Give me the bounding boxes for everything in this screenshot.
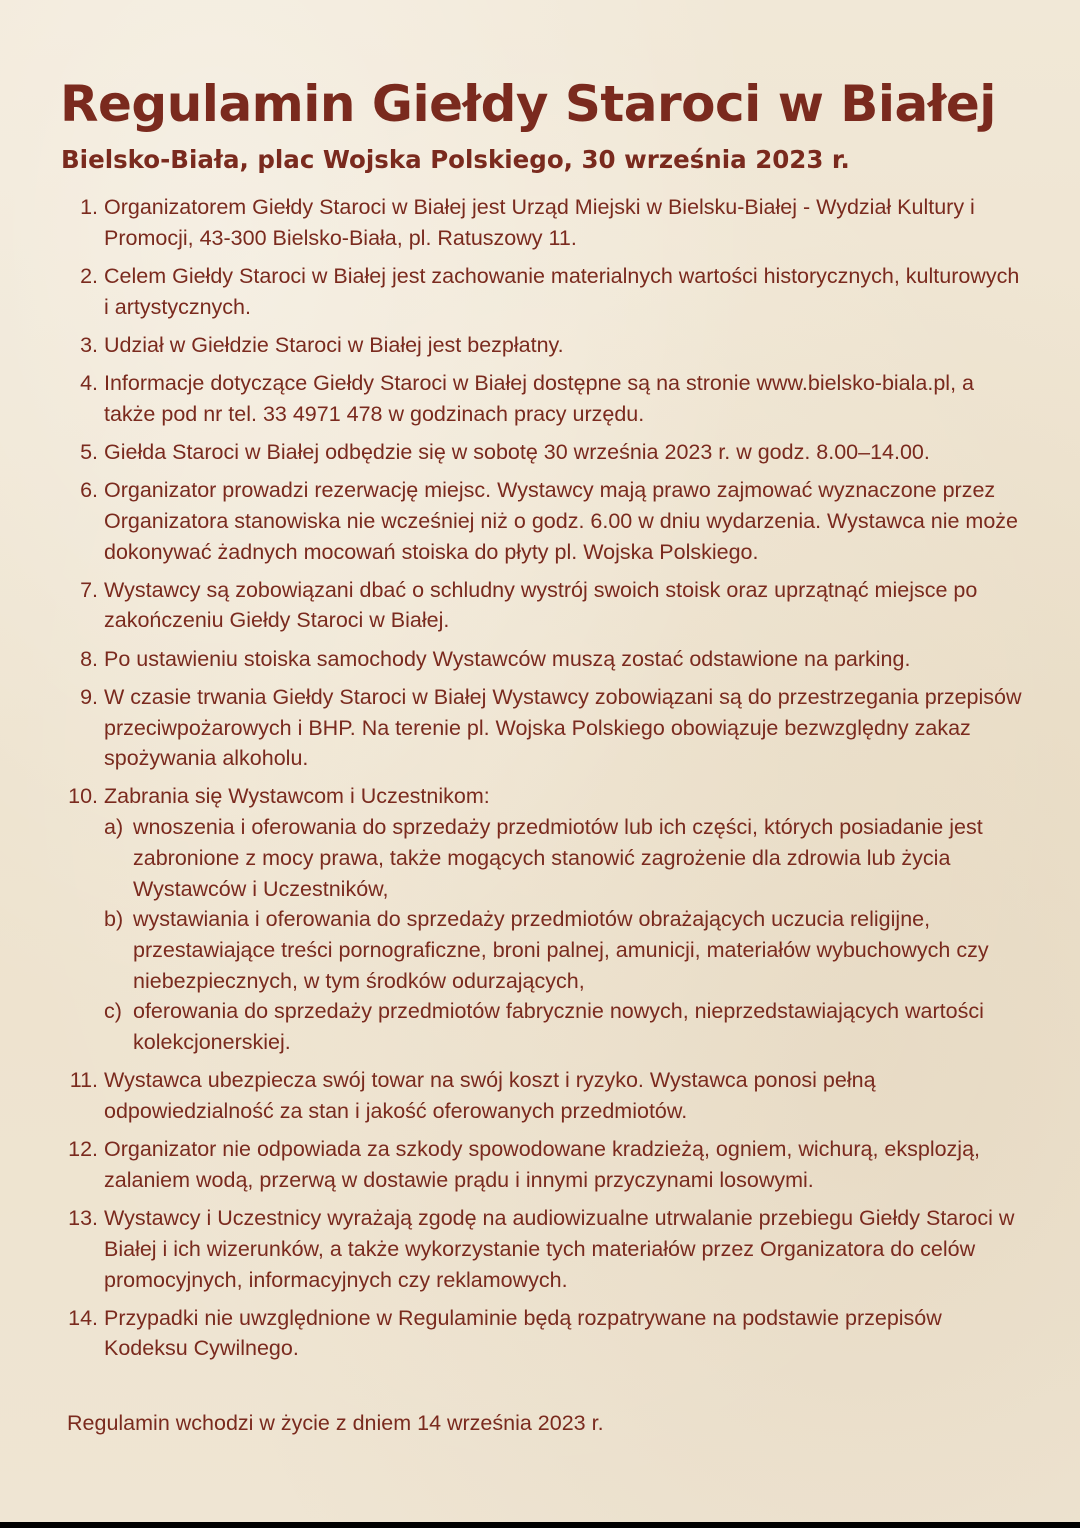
rules-list xyxy=(66,192,1028,1372)
sub-item-letter: b) xyxy=(104,907,124,932)
rule-text: Przypadki nie uwzględnione w Regulaminie będą rozpatrywane na podstawie przepisów Kodeksu Cywilnego. xyxy=(104,1305,942,1361)
document-title: Regulamin Giełdy Staroci w Białej xyxy=(60,75,996,133)
sub-item-b xyxy=(104,904,1028,996)
rule-number: 8. xyxy=(80,646,98,671)
sub-item-text: wystawiania i oferowania do sprzedaży przedmiotów obrażających uczucia religijne, przestawiające treści pornograficzne, broni palnej, amunicji, materiałów wybuchowych czy niebezpiecznych, w tym środków odurzających, xyxy=(133,907,989,993)
sub-item-letter: a) xyxy=(104,815,124,840)
rule-item-7 xyxy=(66,575,1028,636)
rule-text: Udział w Giełdzie Staroci w Białej jest bezpłatny. xyxy=(104,332,564,357)
rule-number: 3. xyxy=(80,332,98,357)
rule-item-5 xyxy=(66,437,1028,468)
rule-number: 6. xyxy=(80,478,98,503)
sub-item-text: wnoszenia i oferowania do sprzedaży przedmiotów lub ich części, których posiadanie jest zabronione z mocy prawa, także mogących stanowić zagrożenie dla zdrowia lub życia Wystawców i Uczestników, xyxy=(133,815,983,901)
rule-number: 5. xyxy=(80,439,98,464)
sub-item-text: oferowania do sprzedaży przedmiotów fabrycznie nowych, nieprzedstawiających wartości kolekcjonerskiej. xyxy=(133,999,984,1055)
rule-item-14 xyxy=(66,1303,1028,1364)
sub-item-a xyxy=(104,812,1028,904)
rule-number: 12. xyxy=(68,1137,98,1162)
rule-number: 10. xyxy=(68,784,98,809)
rule-item-11 xyxy=(66,1065,1028,1126)
rule-number: 1. xyxy=(80,195,98,219)
sub-item-c xyxy=(104,996,1028,1057)
rule-item-1 xyxy=(66,192,1028,253)
rule-number: 7. xyxy=(80,577,98,602)
rule-item-10 xyxy=(66,781,1028,1057)
effective-date-note: Regulamin wchodzi w życie z dniem 14 września 2023 r. xyxy=(67,1411,604,1435)
rule-text: Organizator prowadzi rezerwację miejsc. Wystawcy mają prawo zajmować wyznaczone przez Organizatora stanowiska nie wcześniej niż o godz. 6.00 w dniu wydarzenia. Wystawca nie może dokonywać żadnych mocowań stoiska do płyty pl. Wojska Polskiego. xyxy=(104,478,1019,564)
rule-item-9 xyxy=(66,682,1028,774)
rule-number: 9. xyxy=(80,684,98,709)
rule-item-12 xyxy=(66,1134,1028,1195)
rule-text: Zabrania się Wystawcom i Uczestnikom: xyxy=(104,784,490,809)
rule-item-2 xyxy=(66,261,1028,322)
rule-text: Celem Giełdy Staroci w Białej jest zachowanie materialnych wartości historycznych, kulturowych i artystycznych. xyxy=(104,263,1020,319)
rule-text: Organizator nie odpowiada za szkody spowodowane kradzieżą, ogniem, wichurą, eksplozją, zalaniem wodą, przerwą w dostawie prądu i innymi przyczynami losowymi. xyxy=(104,1137,981,1192)
rule-10-sublist xyxy=(104,812,1028,1058)
rule-item-13 xyxy=(66,1203,1028,1295)
rule-number: 11. xyxy=(69,1068,98,1093)
document-subtitle: Bielsko-Biała, plac Wojska Polskiego, 30 września 2023 r. xyxy=(61,145,850,174)
rule-text: Wystawcy są zobowiązani dbać o schludny wystrój swoich stoisk oraz uprzątnąć miejsce po zakończeniu Giełdy Staroci w Białej. xyxy=(104,577,978,633)
rule-number: 2. xyxy=(80,263,98,288)
rule-text: Giełda Staroci w Białej odbędzie się w sobotę 30 września 2023 r. w godz. 8.00–14.00. xyxy=(104,439,930,464)
rule-number: 4. xyxy=(80,371,98,396)
rule-number: 13. xyxy=(68,1206,98,1231)
rule-text: W czasie trwania Giełdy Staroci w Białej Wystawcy zobowiązani są do przestrzegania przepisów przeciwpożarowych i BHP. Na terenie pl. Wojska Polskiego obowiązuje bezwzględny zakaz spożywania alkoholu. xyxy=(104,684,1022,771)
rule-number: 14. xyxy=(68,1305,98,1330)
rule-text: Wystawca ubezpiecza swój towar na swój koszt i ryzyko. Wystawca ponosi pełną odpowiedzialność za stan i jakość oferowanych przedmiotów. xyxy=(104,1068,876,1123)
rule-text: Informacje dotyczące Giełdy Staroci w Białej dostępne są na stronie www.bielsko-biala.pl, a także pod nr tel. 33 4971 478 w godzinach pracy urzędu. xyxy=(104,371,974,426)
rule-text: Po ustawieniu stoiska samochody Wystawców muszą zostać odstawione na parking. xyxy=(104,646,911,671)
rule-item-8 xyxy=(66,644,1028,675)
rule-item-4 xyxy=(66,368,1028,429)
rule-text: Wystawcy i Uczestnicy wyrażają zgodę na audiowizualne utrwalanie przebiegu Giełdy Staroci w Białej i ich wizerunków, a także wykorzystanie tych materiałów przez Organizatora do celów promocyjnych, informacyjnych czy reklamowych. xyxy=(104,1206,1015,1292)
rule-text: Organizatorem Giełdy Staroci w Białej jest Urząd Miejski w Bielsku-Białej - Wydział Kultury i Promocji, 43-300 Bielsko-Biała, pl. Ratuszowy 11. xyxy=(104,195,975,250)
sub-item-letter: c) xyxy=(104,999,122,1024)
rule-item-6 xyxy=(66,475,1028,567)
rule-item-3 xyxy=(66,330,1028,361)
